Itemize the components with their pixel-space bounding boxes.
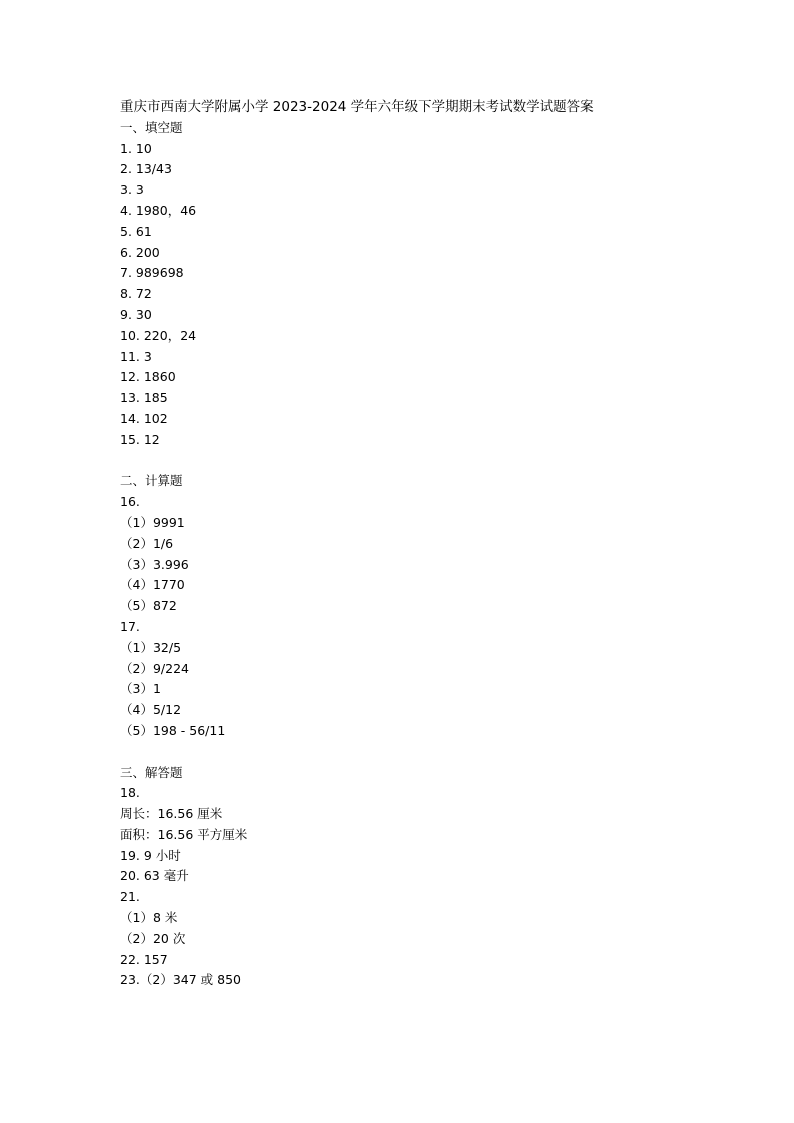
answer-line: 10. 220，24: [120, 327, 197, 343]
section-heading-solutions: 三、解答题: [120, 764, 183, 780]
answer-line: （2）9/224: [120, 660, 189, 676]
blank-line: [120, 742, 720, 763]
answer-line: 8. 72: [120, 286, 152, 302]
answer-line: （5）872: [120, 598, 177, 614]
answer-line: （5）198 - 56/11: [120, 722, 226, 738]
answer-line: （1）9991: [120, 514, 185, 530]
question-label: 16.: [120, 494, 140, 510]
answer-line: 3. 3: [120, 182, 144, 198]
answer-line: 面积：16.56 平方厘米: [120, 826, 248, 842]
blank-line: [120, 451, 720, 472]
document-title: 重庆市西南大学附属小学 2023-2024 学年六年级下学期期末考试数学试题答案: [120, 99, 594, 115]
answer-line: 9. 30: [120, 306, 152, 322]
answer-line: （3）1: [120, 681, 161, 697]
question-label: 21.: [120, 889, 140, 905]
section-heading-fill-blank: 一、填空题: [120, 119, 183, 135]
answer-line: 20. 63 毫升: [120, 868, 189, 884]
answer-line: 1. 10: [120, 140, 152, 156]
answer-line: 11. 3: [120, 348, 152, 364]
answer-line: （1）32/5: [120, 639, 182, 655]
answer-line: 周长：16.56 厘米: [120, 806, 223, 822]
answer-line: 19. 9 小时: [120, 847, 181, 863]
answer-line: 12. 1860: [120, 369, 176, 385]
answer-line: 23.（2）347 或 850: [120, 972, 241, 988]
answer-document: [120, 97, 720, 991]
answer-line: （1）8 米: [120, 910, 178, 926]
question-label: 18.: [120, 785, 140, 801]
answer-line: （4）5/12: [120, 702, 182, 718]
section-heading-calculation: 二、计算题: [120, 473, 183, 489]
answer-line: 13. 185: [120, 390, 168, 406]
question-label: 17.: [120, 618, 140, 634]
answer-line: （3）3.996: [120, 556, 189, 572]
answer-line: 5. 61: [120, 223, 152, 239]
answer-line: 22. 157: [120, 951, 168, 967]
answer-line: 4. 1980，46: [120, 202, 197, 218]
answer-line: 15. 12: [120, 431, 160, 447]
answer-line: 2. 13/43: [120, 161, 172, 177]
answer-line: （2）1/6: [120, 535, 174, 551]
answer-line: 14. 102: [120, 410, 168, 426]
answer-line: （4）1770: [120, 577, 185, 593]
answer-line: 7. 989698: [120, 265, 184, 281]
answer-line: 6. 200: [120, 244, 160, 260]
answer-line: （2）20 次: [120, 930, 186, 946]
